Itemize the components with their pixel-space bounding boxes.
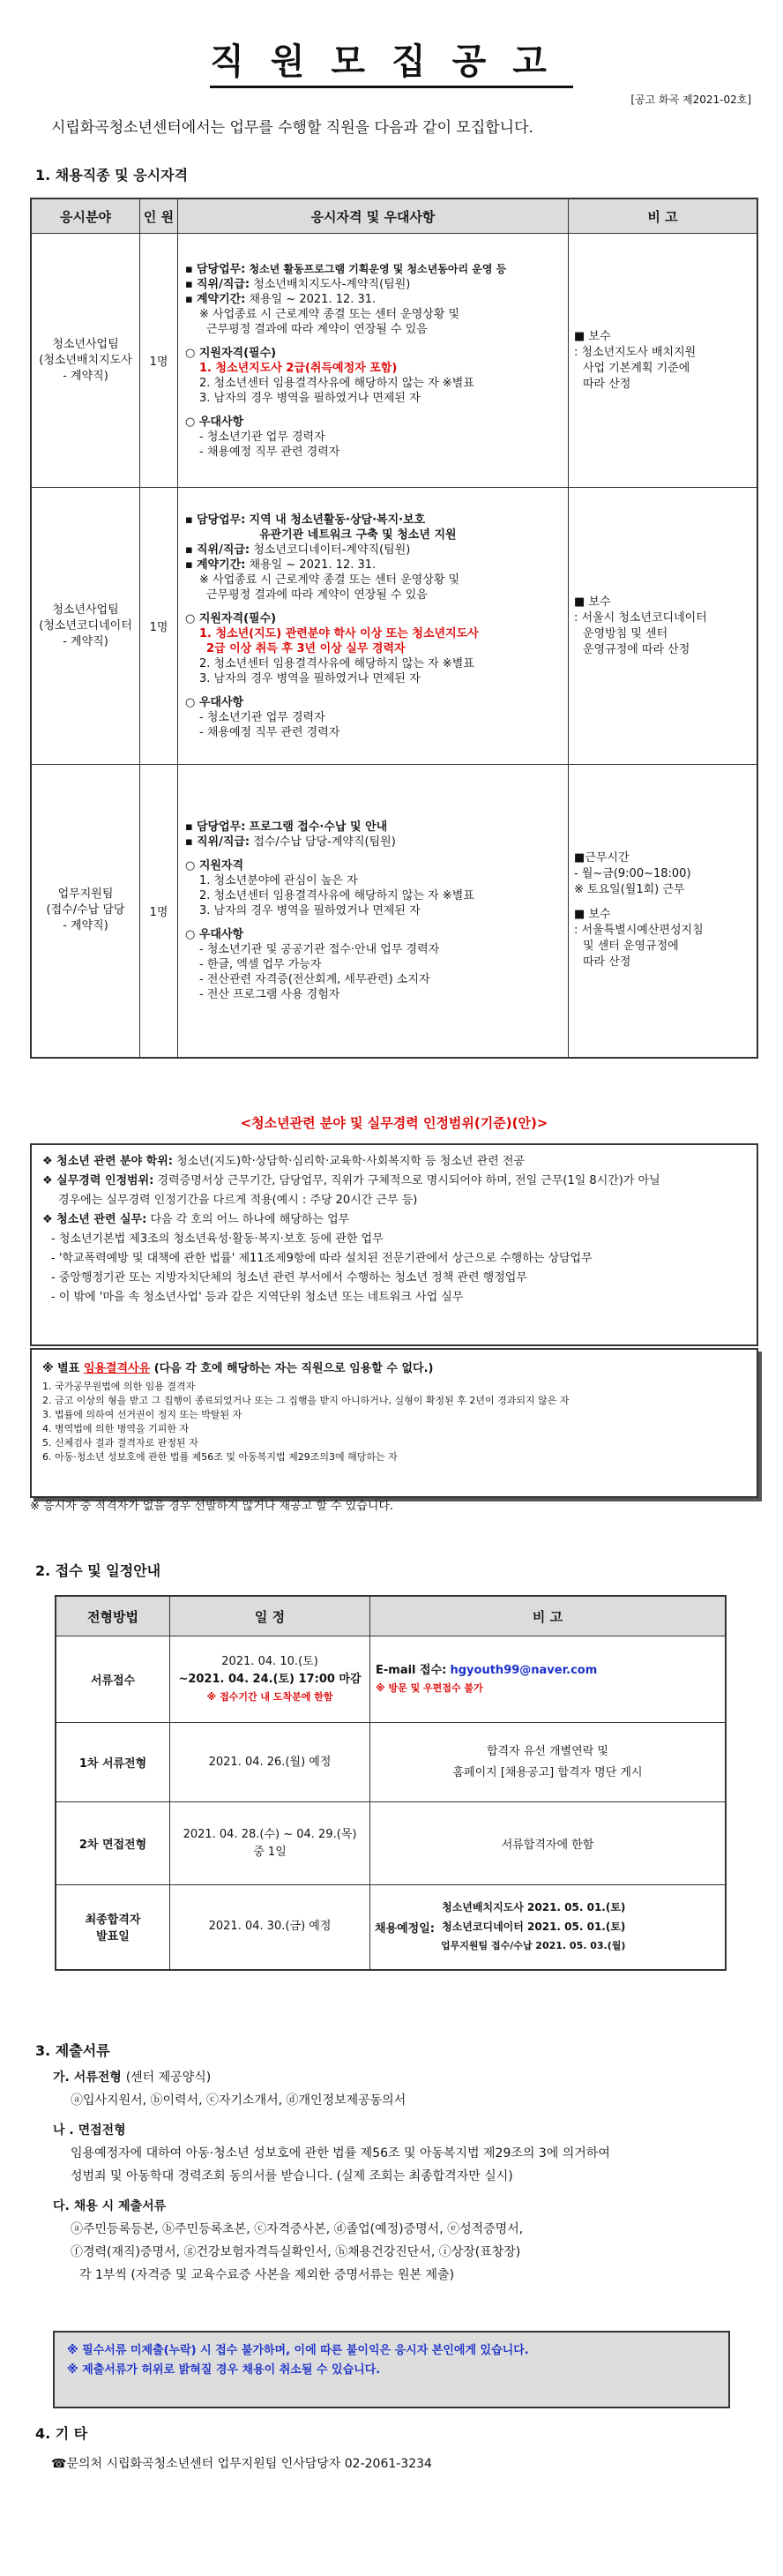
range-box: ❖ 청소년 관련 분야 학위: 청소년(지도)학·상담학·심리학·교육학·사회복지학 등 청소년 관련 전공 ❖ 실무경력 인정범위: 경력증명서상 근무기간, 담당업무, 직위가 구체적으로 명시되어야 하며, 전일 근무(1일 8시간)가 아닐 경우에는 실무경력 인정기간을 다르게 적용(예시 : 주당 20시간 근무 등) ❖ 청소년 관련 실무: 다음 각 호의 어느 하나에 해당하는 업무 - 청소년기본법 제3조의 청소년육성·활동·복지·보호 등에 관한 업무 - '학교폭력예방 및 대책에 관한 법률' 제11조제9항에 따라 설치된 전문기관에서 상근으로 수행하는 상담업무 - 중앙행정기관 또는 지방자치단체의 청소년 관련 부서에서 수행하는 청소년 정책 관련 행정업무 - 이 밖에 '마을 속 청소년사업' 등과 같은 지역단위 청소년 또는 네트워크 사업 실무 xyxy=(30,1143,758,1346)
header-note: 비 고 xyxy=(569,198,758,234)
range-box-title: <청소년관련 분야 및 실무경력 인정범위(기준)(안)> xyxy=(240,1115,548,1131)
table-row xyxy=(31,488,757,765)
section4-heading: 4. 기 타 xyxy=(35,2425,88,2442)
table-row: 1차 서류전형 2021. 04. 26.(월) 예정 합격자 유선 개별연락 및 홈페이지 [채용공고] 합격자 명단 게시 xyxy=(56,1723,726,1802)
field-cell: 청소년사업팀 (청소년배치지도사 - 계약직) xyxy=(31,234,140,488)
positions-table xyxy=(30,198,758,1059)
header-count: 인 원 xyxy=(140,198,178,234)
note-cell: ■근무시간 - 월~금(9:00~18:00) ※ 토요일(월1회) 근무 ■ 보수 : 서울특별시예산편성지침 및 센터 운영규정에 따라 산정 xyxy=(569,765,758,1058)
requirements-cell: ▪ 담당업무: 프로그램 접수·수납 및 안내 ▪ 직위/직급: 접수/수납 담당-계약직(팀원) ○ 지원자격 1. 청소년분야에 관심이 높은 자 2. 청소년센터 임용결격사유에 해당하지 않는 자 ※별표 3. 남자의 경우 병역을 필하였거나 면제된 자 ○ 우대사항 - 청소년기관 및 공공기관 접수·안내 업무 경력자 - 한글, 엑셀 업무 가능자 - 전산관련 자격증(전산회계, 세무관련) 소지자 - 전산 프로그램 사용 경험자 xyxy=(178,765,569,1058)
table-row xyxy=(31,765,757,1058)
table-row: 2차 면접전형 2021. 04. 28.(수) ~ 04. 29.(목) 중 1일 서류합격자에 한함 xyxy=(56,1802,726,1885)
contact-info: ☎문의처 시립화곡청소년센터 업무지원팀 인사담당자 02-2061-3234 xyxy=(51,2457,432,2471)
count-cell: 1명 xyxy=(140,765,178,1058)
header-field: 응시분야 xyxy=(31,198,140,234)
warning-box: ※ 필수서류 미제출(누락) 시 접수 불가하며, 이에 따른 불이익은 응시자 본인에게 있습니다. ※ 제출서류가 허위로 밝혀질 경우 채용이 취소될 수 있습니다. xyxy=(53,2331,730,2408)
table-row xyxy=(31,234,757,488)
intro-text: 시립화곡청소년센터에서는 업무를 수행할 직원을 다음과 같이 모집합니다. xyxy=(51,119,533,137)
table-row: 최종합격자 발표일 2021. 04. 30.(금) 예정 채용예정일: 청소년배치지도사 2021. 05. 01.(토) 청소년코디네이터 2021. 05. 01.(토) 업무지원팀 접수/수납 2021. 05. 03.(월) xyxy=(56,1885,726,1970)
disqualification-box: ※ 별표 임용결격사유 (다음 각 호에 해당하는 자는 직원으로 임용할 수 없다.) 1. 국가공무원법에 의한 임용 결격자 2. 금고 이상의 형을 받고 그 집행이 종료되었거나 또는 그 집행을 받지 아니하거나, 실형이 확정된 후 2년이 경과되지 않은 자 3. 법률에 의하여 선거권이 정지 또는 박탈된 자 4. 병역법에 의한 병역을 기피한 자 5. 신체검사 결과 결격자로 판정된 자 6. 아동·청소년 성보호에 관한 법률 제56조 및 아동복지법 제29조의3에 해당하는 자 xyxy=(30,1348,758,1498)
email-link[interactable]: hgyouth99@naver.com xyxy=(450,1663,598,1677)
header-requirements: 응시자격 및 우대사항 xyxy=(178,198,569,234)
section2-heading: 2. 접수 및 일정안내 xyxy=(35,1562,161,1579)
table-row: 서류접수 2021. 04. 10.(토) ~2021. 04. 24.(토) 17:00 마감 ※ 접수기간 내 도착분에 한함 E-mail 접수: hgyouth99@naver.com ※ 방문 및 우편접수 불가 xyxy=(56,1636,726,1723)
count-cell: 1명 xyxy=(140,488,178,765)
section3: 3. 제출서류 가. 서류전형 (센터 제공양식) ⓐ입사지원서, ⓑ이력서, ⓒ자기소개서, ⓓ개인정보제공동의서 나 . 면접전형 임용예정자에 대하여 아동·청소년 성보호에 관한 법률 제56조 및 아동복지법 제29조의 3에 의거하여 성범죄 및 아동학대 경력조회 동의서를 받습니다. (실제 조회는 최종합격자만 실시) 다. 채용 시 제출서류 ⓐ주민등록등본, ⓑ주민등록초본, ⓒ자격증사본, ⓓ졸업(예정)증명서, ⓔ성적증명서, ⓕ경력(재직)증명서, ⓖ건강보험자격득실확인서, ⓗ채용건강진단서, ⓘ상장(표창장) 각 1부씩 (자격증 및 교육수료증 사본을 제외한 증명서류는 원본 제출) xyxy=(35,2042,610,2282)
selection-note: ※ 응시자 중 적격자가 없을 경우 선발하지 않거나 재공고 할 수 있습니다. xyxy=(30,1500,394,1513)
field-cell: 청소년사업팀 (청소년코디네이터 - 계약직) xyxy=(31,488,140,765)
field-cell: 업무지원팀 (접수/수납 담당 - 계약직) xyxy=(31,765,140,1058)
requirements-cell: ▪ 담당업무: 지역 내 청소년활동·상담·복지·보호 유관기관 네트워크 구축 및 청소년 지원 ▪ 직위/직급: 청소년코디네이터-계약직(팀원) ▪ 계약기간: 채용일 ~ 2021. 12. 31. ※ 사업종료 시 근로계약 종결 또는 센터 운영상황 및 근무평정 결과에 따라 계약이 연장될 수 있음 ○ 지원자격(필수) 1. 청소년(지도) 관련분야 학사 이상 또는 청소년지도사 2급 이상 취득 후 3년 이상 실무 경력자 2. 청소년센터 임용결격사유에 해당하지 않는 자 ※별표 3. 남자의 경우 병역을 필하였거나 면제된 자 ○ 우대사항 - 청소년기관 업무 경력자 - 채용예정 직무 관련 경력자 xyxy=(178,488,569,765)
note-cell: ■ 보수 : 서울시 청소년코디네이터 운영방침 및 센터 운영규정에 따라 산정 xyxy=(569,488,758,765)
page-title: 직원모집공고 xyxy=(0,34,783,84)
table-header-row xyxy=(31,198,757,234)
table-header-row: 전형방법 일 정 비 고 xyxy=(56,1596,726,1636)
requirements-cell: ▪ 담당업무: 청소년 활동프로그램 기획운영 및 청소년동아리 운영 등 ▪ 직위/직급: 청소년배치지도사-계약직(팀원) ▪ 계약기간: 채용일 ~ 2021. 12. 31. ※ 사업종료 시 근로계약 종결 또는 센터 운영상황 및 근무평정 결과에 따라 계약이 연장될 수 있음 ○ 지원자격(필수) 1. 청소년지도사 2급(취득예정자 포함) 2. 청소년센터 임용결격사유에 해당하지 않는 자 ※별표 3. 남자의 경우 병역을 필하였거나 면제된 자 ○ 우대사항 - 청소년기관 업무 경력자 - 채용예정 직무 관련 경력자 xyxy=(178,234,569,488)
notice-number: [공고 화곡 제2021-02호] xyxy=(630,94,751,106)
count-cell: 1명 xyxy=(140,234,178,488)
schedule-table xyxy=(55,1595,727,1971)
section1-heading: 1. 채용직종 및 응시자격 xyxy=(35,167,189,183)
note-cell: ■ 보수 : 청소년지도사 배치지원 사업 기본계획 기준에 따라 산정 xyxy=(569,234,758,488)
